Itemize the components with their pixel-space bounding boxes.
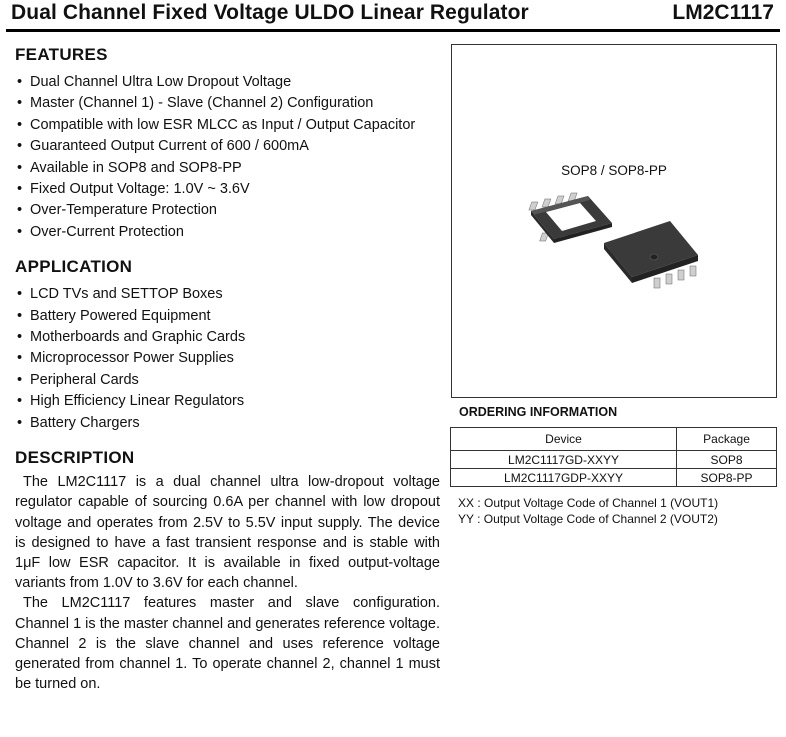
- feature-item: • Available in SOP8 and SOP8-PP: [15, 158, 440, 179]
- feature-item: • Guaranteed Output Current of 600 / 600mA: [15, 136, 440, 157]
- part-number: LM2C1117: [672, 1, 774, 24]
- ordering-table: [450, 427, 777, 487]
- application-list: [15, 284, 440, 434]
- application-item: • High Efficiency Linear Regulators: [15, 391, 440, 412]
- application-item: • Microprocessor Power Supplies: [15, 348, 440, 369]
- left-column: [15, 44, 440, 694]
- feature-item: • Fixed Output Voltage: 1.0V ~ 3.6V: [15, 179, 440, 200]
- description-title: DESCRIPTION: [15, 448, 135, 468]
- page-header: [0, 0, 786, 32]
- table-header-device: Device: [451, 428, 677, 451]
- application-item: • Peripheral Cards: [15, 370, 440, 391]
- application-item: • LCD TVs and SETTOP Boxes: [15, 284, 440, 305]
- table-cell-package: SOP8-PP: [677, 469, 777, 487]
- ordering-note: XX : Output Voltage Code of Channel 1 (VOUT1): [458, 496, 719, 510]
- ordering-title: ORDERING INFORMATION: [459, 405, 618, 419]
- feature-item: • Over-Current Protection: [15, 222, 440, 243]
- sop8-pp-chip-icon: [529, 193, 612, 243]
- header-rule: [6, 29, 780, 32]
- ordering-notes: [458, 496, 718, 527]
- table-cell-package: SOP8: [677, 451, 777, 469]
- table-cell-device: LM2C1117GD-XXYY: [451, 451, 677, 469]
- description-paragraph: The LM2C1117 is a dual channel ultra low-dropout voltage regulator capable of sourcing 0.6A per channel with low dropout voltage and operates from 2.5V to 5.5V input supply. The device is designed to have a fast transient response and is stable with 1μF low ESR capacitor. It is available in fixed output-voltage variants from 1.0V to 3.6V for each channel.: [15, 474, 440, 592]
- sop8-chip-icon: [604, 221, 698, 288]
- feature-item: • Master (Channel 1) - Slave (Channel 2) Configuration: [15, 93, 440, 114]
- features-title: FEATURES: [15, 45, 108, 64]
- table-cell-device: LM2C1117GDP-XXYY: [451, 469, 677, 487]
- package-image-box: [451, 44, 777, 398]
- application-item: • Battery Chargers: [15, 413, 440, 434]
- table-row: [451, 469, 777, 487]
- feature-item: • Dual Channel Ultra Low Dropout Voltage: [15, 72, 440, 93]
- ordering-note: YY : Output Voltage Code of Channel 2 (VOUT2): [458, 511, 718, 526]
- sop8-chips-illustration: [522, 185, 702, 305]
- table-header-package: Package: [677, 428, 777, 451]
- application-item: • Motherboards and Graphic Cards: [15, 327, 440, 348]
- features-list: [15, 72, 440, 243]
- table-header-row: [451, 428, 777, 451]
- description-paragraph: The LM2C1117 features master and slave configuration. Channel 1 is the master channel and generates reference voltage. Channel 2 is the slave channel and uses reference voltage generated from channel 1. To operate channel 2, channel 1 must be turned on.: [15, 595, 440, 693]
- application-item: • Battery Powered Equipment: [15, 306, 440, 327]
- feature-item: • Over-Temperature Protection: [15, 200, 440, 221]
- application-title: APPLICATION: [15, 257, 133, 277]
- package-label: SOP8 / SOP8-PP: [561, 163, 667, 178]
- table-row: [451, 451, 777, 469]
- document-title: Dual Channel Fixed Voltage ULDO Linear Regulator: [11, 1, 529, 24]
- feature-item: • Compatible with low ESR MLCC as Input / Output Capacitor: [15, 115, 440, 136]
- description-body: [15, 472, 440, 694]
